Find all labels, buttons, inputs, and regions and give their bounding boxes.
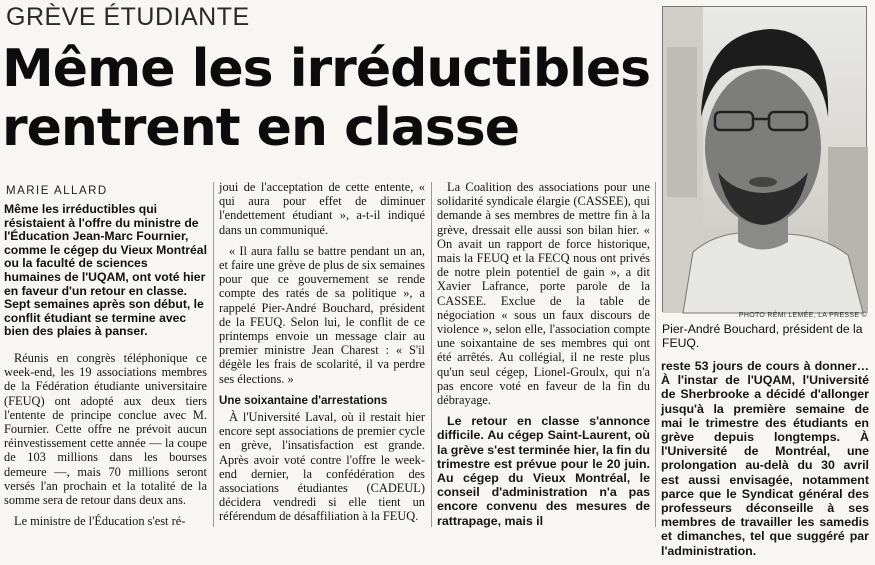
column-4 <box>661 359 869 565</box>
body-paragraph: « Il aura fallu se battre pendant un an, et faire une grève de plus de six semaines pour que ce gouvernement se rende compte des ratés de sa politique », a rappelé Pier-André Bouchard, président de la FEUQ. Selon lui, le conflit de ce printemps envoie un message clair au premier ministre Jean Charest : « S'il dégèle les frais de scolarité, il va perdre ses élections. » <box>219 243 425 386</box>
subhead: Une soixantaine d'arrestations <box>219 393 388 407</box>
kicker: GRÈVE ÉTUDIANTE <box>6 3 250 31</box>
column-3 <box>437 180 650 535</box>
headline-line-2: rentrent en classe <box>2 98 519 158</box>
column-rule <box>655 182 656 527</box>
photo-credit: PHOTO RÉMI LEMÉE, LA PRESSE © <box>738 312 867 319</box>
body-paragraph: À l'Université Laval, où il restait hier encore sept associations de premier cycle en grève, l'insatisfaction est grande. Après avoir voté contre l'offre le week-end dernier, la confédération des associations étudiantes (CADEUL) décidera vendredi si elle tient un référendum de désaffiliation à la FEUQ. <box>219 410 425 524</box>
body-paragraph: La Coalition des associations pour une solidarité syndicale élargie (CASSEE), qui demande à ses membres de mettre fin à la grève, dressait elle aussi son bilan hier. « On avait un rapport de force historique, mais la FEUQ et la FECQ nous ont privés de notre plein potentiel de gain », a dit Xavier Lafrance, porte parole de la CASSEE. Exclue de la table de négociation « sous un faux discours de violence », selon elle, l'association compte une soixantaine de ses membres qui ont été arrêtés. Au collégial, il ne reste plus qu'un seul cégep, Lionel-Groulx, qui n'a pas encore voté en faveur de la fin du débrayage. <box>437 180 650 408</box>
photo-caption: Pier-André Bouchard, président de la FEUQ. <box>662 322 863 350</box>
body-paragraph: Réunis en congrès téléphonique ce week-end, les 19 associations membres de la Fédération étudiante universitaire (FEUQ) ont adopté aux deux tiers l'entente de principe conclue avec M. Fournier. Cette offre ne prévoit aucun réinvestissement cette année — la coupe de 103 millions dans les bourses demeure —, mais 70 millions seront versés l'an prochain et la totalité de la somme sera de retour dans deux ans. <box>4 350 207 507</box>
background-frame <box>667 47 697 197</box>
column-rule <box>431 182 432 527</box>
headline-line-1: Même les irréductibles <box>2 39 651 99</box>
body-paragraph: Le ministre de l'Éducation s'est ré- <box>14 514 186 529</box>
column-rule <box>213 182 214 527</box>
column-1 <box>4 203 207 535</box>
body-paragraph: reste 53 jours de cours à donner… À l'instar de l'UQAM, l'Université de Sherbrooke a décidé d'allonger jusqu'à la première semaine de mai le trimestre des étudiants en grève depuis longtemps. À l'Université de Montréal, une prolongation au-delà du 30 avril est aussi envisagée, notamment parce que le Syndicat général des professeurs déconseille à ses membres de travailler les samedis et dimanches, tel que suggéré par l'administration. <box>661 359 869 558</box>
photo <box>662 6 867 312</box>
mouth <box>749 177 777 187</box>
body-paragraph: Le retour en classe s'annonce difficile. Au cégep Saint-Laurent, où la grève s'est terminée hier, la fin du trimestre est prévue pour le 20 juin. Au cégep du Vieux Montréal, le conseil d'administration n'a pas encore convenu des mesures de rattrapage, mais il <box>437 414 650 528</box>
byline: MARIE ALLARD <box>6 185 108 197</box>
portrait-illustration <box>663 7 868 313</box>
body-paragraph: joui de l'acceptation de cette entente, « qui aura pour effet de diminuer l'endettement étudiant », a-t-il indiqué dans un communiqué. <box>219 180 425 237</box>
headline <box>2 40 652 158</box>
column-2 <box>219 180 425 531</box>
lead-paragraph: Même les irréductibles qui résistaient à l'offre du ministre de l'Éducation Jean-Marc Fournier, comme le cégep du Vieux Montréal ou la faculté de sciences humaines de l'UQAM, ont voté hier en faveur d'un retour en classe. Sept semaines après son début, le conflit étudiant se termine avec bien des plaies à panser. <box>4 202 207 339</box>
